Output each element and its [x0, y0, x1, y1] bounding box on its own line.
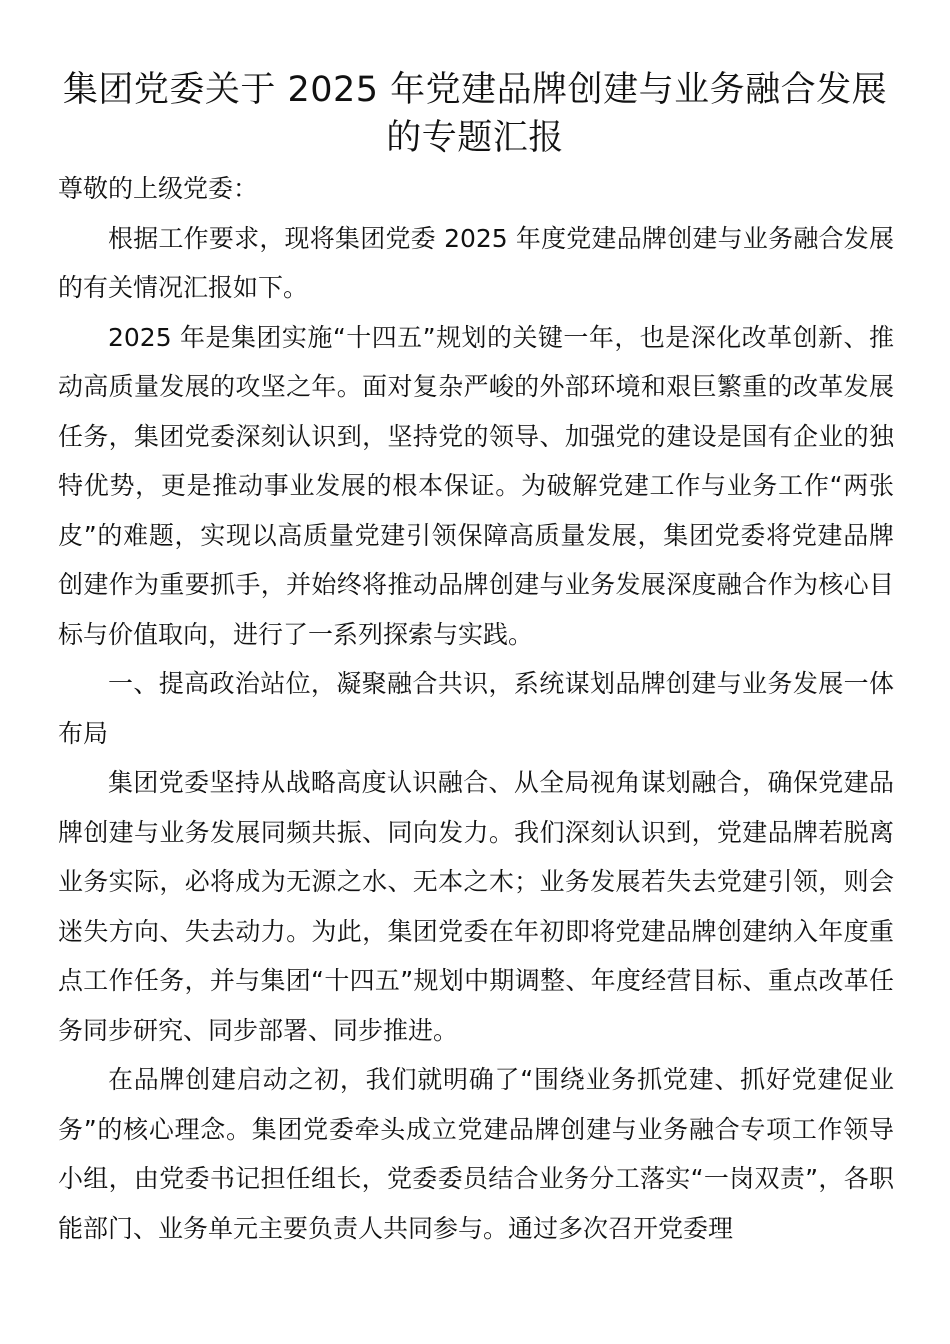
paragraph-section-1-b: 在品牌创建启动之初，我们就明确了“围绕业务抓党建、抓好党建促业务”的核心理念。集团党委牵头成立党建品牌创建与业务融合专项工作领导小组，由党委书记担任组长，党委委员结合业务分工落实“一岗双责”，各职能部门、业务单元主要负责人共同参与。通过多次召开党委理 [58, 1065, 894, 1243]
paragraph-intro: 根据工作要求，现将集团党委 2025 年度党建品牌创建与业务融合发展的有关情况汇报如下。 [58, 223, 894, 302]
paragraph-background: 2025 年是集团实施“十四五”规划的关键一年，也是深化改革创新、推动高质量发展的攻坚之年。面对复杂严峻的外部环境和艰巨繁重的改革发展任务，集团党委深刻认识到，坚持党的领导、加强党的建设是国有企业的独特优势，更是推动事业发展的根本保证。为破解党建工作与业务工作“两张皮”的难题，实现以高质量党建引领保障高质量发展，集团党委将党建品牌创建作为重要抓手，并始终将推动品牌创建与业务发展深度融合作为核心目标与价值取向，进行了一系列探索与实践。 [58, 322, 894, 649]
title-line-2: 的专题汇报 [386, 118, 564, 158]
title-line-1: 集团党委关于 2025 年党建品牌创建与业务融合发展 [62, 70, 888, 110]
salutation: 尊敬的上级党委： [58, 174, 259, 203]
section-heading-1: 一、提高政治站位，凝聚融合共识，系统谋划品牌创建与业务发展一体布局 [58, 669, 894, 748]
document-title [40, 66, 910, 162]
paragraph-section-1-a: 集团党委坚持从战略高度认识融合、从全局视角谋划融合，确保党建品牌创建与业务发展同频共振、同向发力。我们深刻认识到，党建品牌若脱离业务实际，必将成为无源之水、无本之木；业务发展若失去党建引领，则会迷失方向、失去动力。为此，集团党委在年初即将党建品牌创建纳入年度重点工作任务，并与集团“十四五”规划中期调整、年度经营目标、重点改革任务同步研究、同步部署、同步推进。 [58, 768, 894, 1045]
document-body [58, 164, 894, 1253]
